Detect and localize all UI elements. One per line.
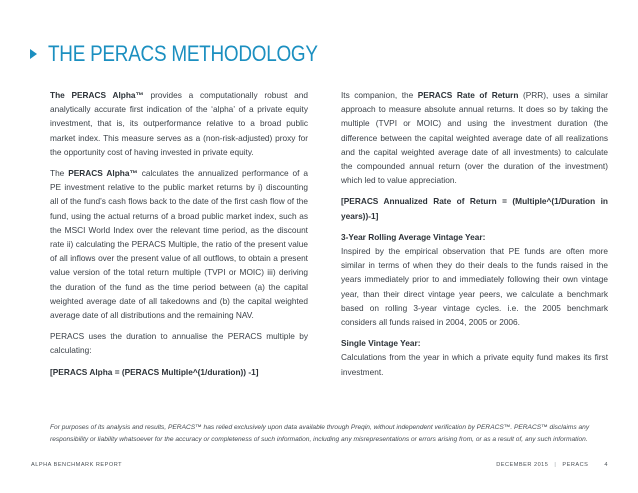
footer-separator: | [554,462,557,468]
alpha-intro-text: provides a computationally robust and analytically accurate first indication of the ‘alpha’ of a private equity investment, that is, its outperformance relative to a broad public market index. This measure serves as a (non-risk-adjusted) proxy for the opportunity cost of having invested in private equity. [50,90,308,157]
prr-lead: Its companion, the [341,90,418,100]
paragraph-alpha-intro [50,88,308,159]
paragraph-prr [341,88,608,187]
prr-formula: [PERACS Annualized Rate of Return = (Multiple^(1/Duration in years))-1] [341,196,608,221]
alpha-formula: [PERACS Alpha = (PERACS Multiple^(1/duration)) -1] [50,366,259,377]
alpha-term-2: PERACS Alpha™ [68,168,138,179]
single-vintage-heading-text: Single Vintage Year: [341,338,421,349]
page-title: THE PERACS METHODOLOGY [48,41,318,66]
paragraph-duration: PERACS uses the duration to annualise the PERACS multiple by calculating: [50,331,308,356]
left-column [50,88,308,379]
prr-text: (PRR), uses a similar approach to measure absolute annual returns. It does so by taking the multiple (TVPI or MOIC) and using the investment duration (the difference between the capital weighted average date of all realizations and the capital weighted average date of all investments) to calculate the compounded annual return (over the duration of the investment) which led to value appreciation. [341,90,608,186]
single-vintage-heading [341,336,608,350]
alpha-calc-text: calculates the annualized performance of a PE investment relative to the public market returns by i) discounting all of the fund’s cash flows back to the date of the first cash flow of the fund, using the actual returns of a broad public market index, such as the MSCI World Index over the relevant time period, as the discount rate ii) calculating the PERACS Multiple, the ratio of the present value of all inflows over the present value of all outflows, to obtain a present value version of the total return multiple (TVPI or MOIC) iii) deriving the duration of the fund as the time period between (a) the capital weighted average date of all takedowns and (b) the capital weighted average date of all distributions and the remaining NAV. [50,168,309,321]
alpha-term: The PERACS Alpha™ [50,90,144,100]
page-number: 4 [604,462,608,468]
rolling-vintage-heading-text: 3-Year Rolling Average Vintage Year: [341,231,486,242]
alpha-calc-lead: The [50,168,69,179]
footer-report-name: ALPHA BENCHMARK REPORT [31,462,123,468]
triangle-bullet-icon [30,49,37,59]
right-column [341,88,608,379]
single-vintage-text: Calculations from the year in which a private equity fund makes its first investment. [341,352,608,377]
prr-term: PERACS Rate of Return [417,90,519,100]
rolling-vintage-text: Inspired by the empirical observation that PE funds are often more similar in terms of when they do their deals to the funds raised in the years immediately prior to and immediately following their own vintage year, than their direct vintage year peers, we calculate a benchmark based on rolling 3-year vintage cycles. i.e. the 2005 benchmark considers all funds raised in 2004, 2005 or 2006. [341,246,608,328]
footer-meta [496,462,608,468]
footer-date: DECEMBER 2015 [496,462,549,468]
disclaimer-footnote: For purposes of its analysis and results, PERACS™ has relied exclusively upon data available through Preqin, without independent verification by PERACS™. PERACS™ disclaims any responsibility or liability whatsoever for the accuracy or completeness of such information, including any misrepresentations or errors arising from, or as a result of, any such information. [50,424,590,443]
rolling-vintage-heading [341,230,608,244]
section-heading [30,42,362,66]
footer-brand: PERACS [562,462,589,468]
paragraph-alpha-calculation [50,166,308,322]
